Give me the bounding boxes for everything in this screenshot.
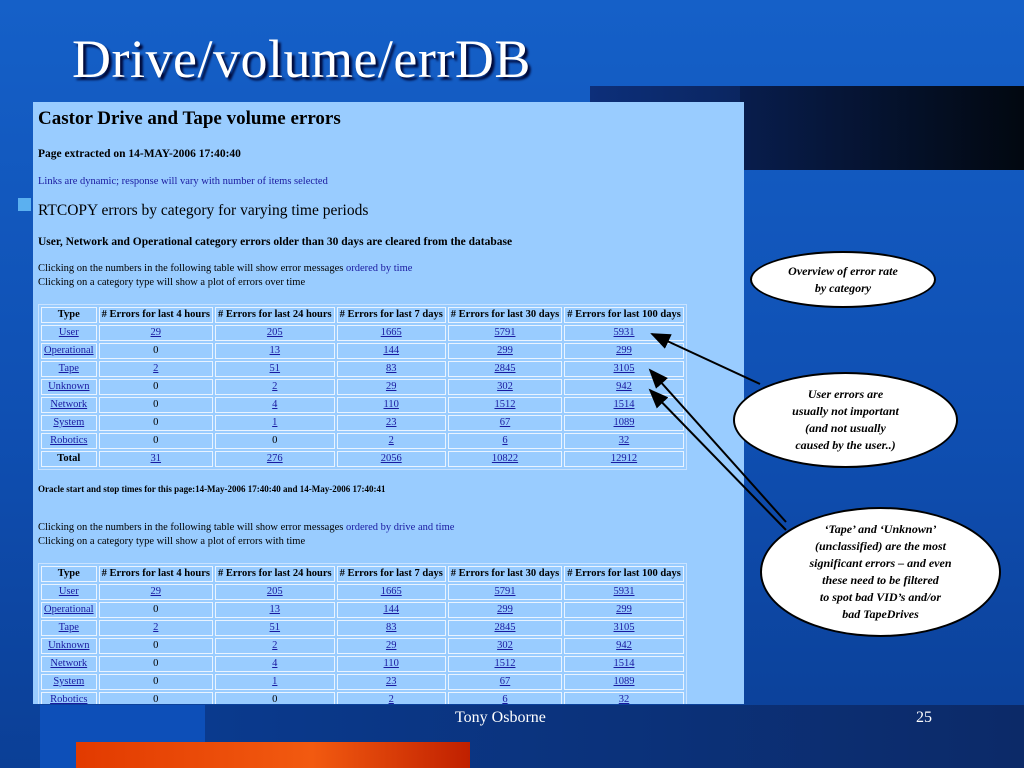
error-count: 0	[99, 433, 213, 449]
error-count: 0	[215, 692, 335, 704]
table-row	[41, 397, 684, 413]
error-count-link[interactable]: 110	[337, 656, 446, 672]
errors-by-drive-table	[38, 563, 687, 704]
errors-by-category-table	[38, 304, 687, 470]
error-count-link[interactable]: 2	[337, 692, 446, 704]
error-count: 0	[99, 674, 213, 690]
error-count-link[interactable]: 205	[215, 584, 335, 600]
category-link[interactable]: Operational	[41, 602, 97, 618]
error-count: 0	[99, 397, 213, 413]
column-header: # Errors for last 30 days	[448, 307, 562, 323]
table-row	[41, 361, 684, 377]
error-count-link[interactable]: 1665	[337, 584, 446, 600]
total-count-link[interactable]: 276	[215, 451, 335, 467]
error-count-link[interactable]: 1	[215, 415, 335, 431]
table-row	[41, 325, 684, 341]
bullet-square-icon	[18, 198, 31, 211]
error-count-link[interactable]: 13	[215, 343, 335, 359]
table-row	[41, 415, 684, 431]
instr1-line2: Clicking on a category type will show a plot of errors over time	[38, 277, 306, 288]
error-count-link[interactable]: 29	[99, 325, 213, 341]
oracle-times-note: Oracle start and stop times for this page:14-May-2006 17:40:40 and 14-May-2006 17:40:41	[38, 484, 386, 494]
error-count-link[interactable]: 29	[99, 584, 213, 600]
callout-overview-line: Overview of error rate	[788, 263, 898, 278]
error-count-link[interactable]: 302	[448, 638, 562, 654]
column-header: # Errors for last 24 hours	[215, 566, 335, 582]
total-count-link[interactable]: 12912	[564, 451, 684, 467]
error-count-link[interactable]: 299	[564, 343, 684, 359]
column-header: # Errors for last 100 days	[564, 307, 684, 323]
category-link[interactable]: Tape	[41, 620, 97, 636]
error-count-link[interactable]: 5931	[564, 325, 684, 341]
ordered-by-time-link[interactable]: ordered by time	[345, 263, 413, 274]
error-count: 0	[99, 638, 213, 654]
error-count-link[interactable]: 2845	[448, 620, 562, 636]
error-count-link[interactable]: 2	[215, 638, 335, 654]
error-count-link[interactable]: 2	[215, 379, 335, 395]
decorative-orange-bar	[76, 742, 470, 768]
report-subheading: RTCOPY errors by category for varying time periods	[38, 202, 369, 219]
table-row	[41, 343, 684, 359]
error-count-link[interactable]: 2	[99, 620, 213, 636]
callout-tape-unknown	[760, 507, 1001, 637]
error-count-link[interactable]: 299	[564, 602, 684, 618]
column-header: # Errors for last 7 days	[337, 566, 446, 582]
error-count-link[interactable]: 1514	[564, 397, 684, 413]
error-count-link[interactable]: 83	[337, 361, 446, 377]
category-link[interactable]: System	[41, 674, 97, 690]
error-count-link[interactable]: 32	[564, 433, 684, 449]
callout-user-line: User errors are	[807, 387, 884, 401]
cleared-note: User, Network and Operational category errors older than 30 days are cleared from the database	[38, 236, 513, 248]
error-count-link[interactable]: 6	[448, 692, 562, 704]
callout-user-line: usually not important	[792, 404, 899, 418]
ordered-by-drive-and-time-link[interactable]: ordered by drive and time	[345, 522, 455, 533]
table1-instructions	[38, 262, 412, 290]
callout-tape-line: significant errors – and even	[809, 556, 952, 570]
category-link[interactable]: Network	[41, 397, 97, 413]
slide-author: Tony Osborne	[455, 709, 546, 726]
error-count-link[interactable]: 1665	[337, 325, 446, 341]
report-heading: Castor Drive and Tape volume errors	[38, 108, 341, 129]
total-count-link[interactable]: 10822	[448, 451, 562, 467]
table-row	[41, 656, 684, 672]
error-count-link[interactable]: 3105	[564, 361, 684, 377]
error-count: 0	[99, 415, 213, 431]
error-count-link[interactable]: 299	[448, 343, 562, 359]
table2-instructions	[38, 521, 454, 549]
error-count-link[interactable]: 1514	[564, 656, 684, 672]
error-count: 0	[215, 433, 335, 449]
column-header: # Errors for last 4 hours	[99, 566, 213, 582]
error-count-link[interactable]: 302	[448, 379, 562, 395]
error-count-link[interactable]: 83	[337, 620, 446, 636]
error-count-link[interactable]: 2	[337, 433, 446, 449]
category-link[interactable]: User	[41, 325, 97, 341]
error-count-link[interactable]: 942	[564, 638, 684, 654]
instr2-text: Clicking on the numbers in the following table will show error messages	[38, 522, 346, 533]
error-count: 0	[99, 379, 213, 395]
table-row	[41, 602, 684, 618]
callout-overview-line: by category	[814, 280, 872, 295]
callout-tape-line: bad TapeDrives	[842, 607, 919, 621]
callout-tape-line: (unclassified) are the most	[814, 539, 946, 553]
links-note: Links are dynamic; response will vary with number of items selected	[38, 176, 328, 187]
error-count-link[interactable]: 110	[337, 397, 446, 413]
table-row	[41, 451, 684, 467]
error-count-link[interactable]: 1089	[564, 674, 684, 690]
error-count-link[interactable]: 942	[564, 379, 684, 395]
category-link[interactable]: Robotics	[41, 433, 97, 449]
callout-user-line: (and not usually	[805, 421, 886, 435]
category-link[interactable]: System	[41, 415, 97, 431]
slide-title: Drive/volume/errDB	[72, 29, 531, 89]
error-count-link[interactable]: 29	[337, 379, 446, 395]
column-header: Type	[41, 566, 97, 582]
table-row	[41, 674, 684, 690]
category-link[interactable]: Robotics	[41, 692, 97, 704]
table-header-row	[41, 566, 684, 582]
column-header: Type	[41, 307, 97, 323]
column-header: # Errors for last 30 days	[448, 566, 562, 582]
error-count: 0	[99, 343, 213, 359]
error-count-link[interactable]: 5791	[448, 325, 562, 341]
total-label: Total	[41, 451, 97, 467]
callout-tape-line: these need to be filtered	[822, 573, 939, 587]
column-header: # Errors for last 24 hours	[215, 307, 335, 323]
total-count-link[interactable]: 31	[99, 451, 213, 467]
error-count-link[interactable]: 4	[215, 656, 335, 672]
error-count-link[interactable]: 67	[448, 415, 562, 431]
error-count-link[interactable]: 299	[448, 602, 562, 618]
table-row	[41, 584, 684, 600]
error-count-link[interactable]: 5791	[448, 584, 562, 600]
error-count-link[interactable]: 5931	[564, 584, 684, 600]
error-count-link[interactable]: 32	[564, 692, 684, 704]
category-link[interactable]: Unknown	[41, 379, 97, 395]
error-count: 0	[99, 656, 213, 672]
error-count-link[interactable]: 6	[448, 433, 562, 449]
total-count-link[interactable]: 2056	[337, 451, 446, 467]
error-count-link[interactable]: 144	[337, 602, 446, 618]
error-count-link[interactable]: 2	[99, 361, 213, 377]
table-row	[41, 379, 684, 395]
callout-user-errors	[733, 372, 958, 468]
error-count-link[interactable]: 23	[337, 674, 446, 690]
error-count-link[interactable]: 29	[337, 638, 446, 654]
category-link[interactable]: Network	[41, 656, 97, 672]
extracted-timestamp: Page extracted on 14-MAY-2006 17:40:40	[38, 148, 241, 160]
error-count-link[interactable]: 2845	[448, 361, 562, 377]
callout-tape-line: ‘Tape’ and ‘Unknown’	[824, 522, 937, 536]
error-count-link[interactable]: 1512	[448, 656, 562, 672]
slide-page-number: 25	[916, 709, 932, 726]
column-header: # Errors for last 100 days	[564, 566, 684, 582]
instr2-line2: Clicking on a category type will show a plot of errors with time	[38, 536, 306, 547]
error-report-screenshot	[33, 102, 744, 704]
error-count-link[interactable]: 1	[215, 674, 335, 690]
table-row	[41, 620, 684, 636]
error-count-link[interactable]: 13	[215, 602, 335, 618]
error-count-link[interactable]: 4	[215, 397, 335, 413]
category-link[interactable]: Operational	[41, 343, 97, 359]
callout-overview	[750, 251, 936, 308]
error-count-link[interactable]: 3105	[564, 620, 684, 636]
error-count: 0	[99, 602, 213, 618]
error-count-link[interactable]: 23	[337, 415, 446, 431]
error-count-link[interactable]: 1512	[448, 397, 562, 413]
error-count: 0	[99, 692, 213, 704]
decorative-dark-band-right	[740, 86, 1024, 170]
error-count-link[interactable]: 51	[215, 620, 335, 636]
instr1-text: Clicking on the numbers in the following table will show error messages	[38, 263, 346, 274]
table-row	[41, 433, 684, 449]
column-header: # Errors for last 4 hours	[99, 307, 213, 323]
error-count-link[interactable]: 1089	[564, 415, 684, 431]
table-row	[41, 638, 684, 654]
column-header: # Errors for last 7 days	[337, 307, 446, 323]
error-count-link[interactable]: 205	[215, 325, 335, 341]
category-link[interactable]: Tape	[41, 361, 97, 377]
category-link[interactable]: Unknown	[41, 638, 97, 654]
error-count-link[interactable]: 144	[337, 343, 446, 359]
category-link[interactable]: User	[41, 584, 97, 600]
error-count-link[interactable]: 67	[448, 674, 562, 690]
error-count-link[interactable]: 51	[215, 361, 335, 377]
callout-tape-line: to spot bad VID’s and/or	[819, 590, 942, 604]
table-header-row	[41, 307, 684, 323]
callout-user-line: caused by the user..)	[795, 438, 896, 452]
table-row	[41, 692, 684, 704]
